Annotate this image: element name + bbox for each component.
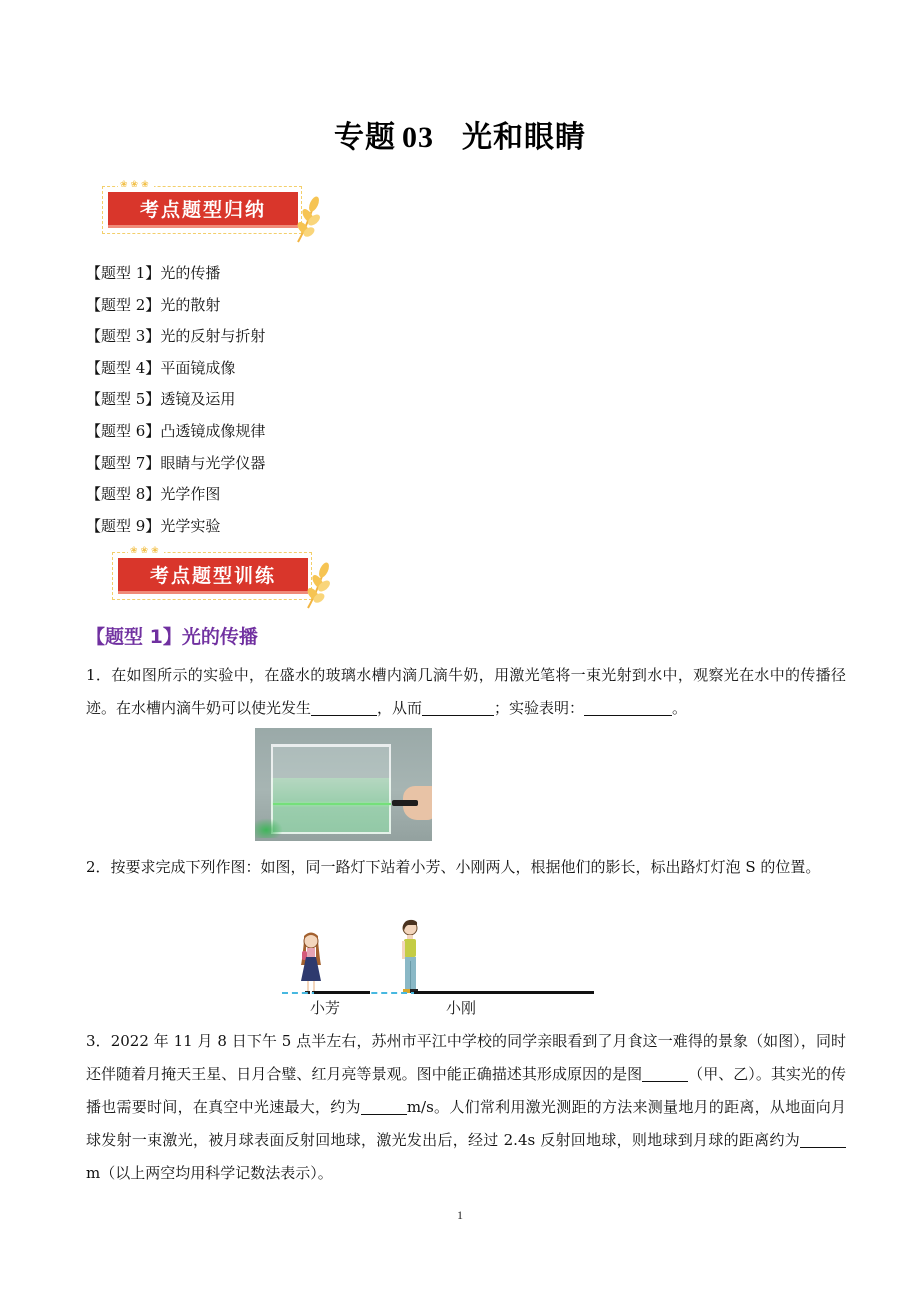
banner-dots-decoration: ❀❀❀ xyxy=(120,180,152,190)
question-text: 2022 年 11 月 8 日下午 5 点半左右，苏州市平江中学校的同学亲眼看到了月食这一难得的景象（如图），同时还伴随着月掩天王星、日月合璧、红月亮等景观。图中能正确描述其形成原因的是图 xyxy=(86,1032,847,1083)
answer-blank[interactable] xyxy=(584,698,672,716)
question-number: 1． xyxy=(86,666,112,684)
topic-tag: 【题型 1】 xyxy=(86,264,161,282)
question-3 xyxy=(86,1025,846,1190)
question-text: m（以上两空均用科学记数法表示）。 xyxy=(86,1164,333,1182)
section-heading: 【题型 1】光的传播 xyxy=(86,626,258,648)
banner-practice-label: 考点题型训练 xyxy=(149,565,276,587)
tank-glass xyxy=(271,744,391,834)
answer-blank[interactable] xyxy=(311,698,377,716)
page-number: 1 xyxy=(457,1208,463,1222)
topic-tag: 【题型 9】 xyxy=(86,516,161,535)
topic-label: 光学作图 xyxy=(160,485,221,504)
question-text: （甲、乙）。其实光的传播也需要时间，在真空中光速最大，约为 xyxy=(86,1065,846,1116)
street-light-figure xyxy=(280,915,600,1020)
girl-label: 小芳 xyxy=(310,999,341,1017)
answer-blank[interactable] xyxy=(361,1097,407,1115)
topic-item xyxy=(86,290,265,322)
question-number: 3． xyxy=(86,1032,111,1050)
topic-tag: 【题型 8】 xyxy=(86,485,161,504)
topic-item xyxy=(86,353,265,385)
topic-item xyxy=(86,384,265,416)
topic-tag: 【题型 3】 xyxy=(86,327,161,346)
topic-item xyxy=(86,321,265,353)
topic-item xyxy=(86,258,265,290)
topic-label: 平面镜成像 xyxy=(160,358,236,377)
boy-figure-icon xyxy=(398,919,422,997)
topic-list xyxy=(86,258,265,542)
question-1 xyxy=(86,659,846,725)
question-text: 。 xyxy=(672,699,688,717)
topic-label: 光学实验 xyxy=(160,516,221,535)
topic-item xyxy=(86,416,265,448)
topic-item xyxy=(86,479,265,511)
title-prefix: 专题 xyxy=(334,120,396,155)
question-2 xyxy=(86,851,846,884)
girl-shadow xyxy=(314,991,370,994)
topic-label: 光的散射 xyxy=(160,295,221,314)
wheat-leaf-icon xyxy=(294,194,324,244)
boy-label: 小刚 xyxy=(446,999,477,1017)
banner-plate xyxy=(118,558,308,594)
answer-blank[interactable] xyxy=(800,1130,846,1148)
question-text: ，从而 xyxy=(377,699,423,717)
laser-spot xyxy=(255,818,283,838)
question-text: 在如图所示的实验中，在盛水的玻璃水槽内滴几滴牛奶，用激光笔将一束光射到水中，观察光在水中的传播径迹。在水槽内滴牛奶可以使光发生 xyxy=(86,666,846,717)
banner-practice xyxy=(108,546,338,608)
topic-label: 光的反射与折射 xyxy=(160,327,266,346)
boy-shadow xyxy=(414,991,594,994)
question-text: 按要求完成下列作图：如图，同一路灯下站着小芳、小刚两人，根据他们的影长，标出路灯灯泡 S 的位置。 xyxy=(110,858,821,876)
laser-pen xyxy=(392,800,418,806)
topic-label: 凸透镜成像规律 xyxy=(160,421,266,440)
banner-summary-label: 考点题型归纳 xyxy=(139,199,266,221)
topic-item xyxy=(86,448,265,480)
topic-label: 眼睛与光学仪器 xyxy=(160,453,266,472)
topic-item xyxy=(86,511,265,543)
topic-tag: 【题型 5】 xyxy=(86,390,161,409)
wheat-leaf-icon xyxy=(304,560,334,610)
banner-plate xyxy=(108,192,298,228)
topic-tag: 【题型 7】 xyxy=(86,453,161,472)
topic-tag: 【题型 2】 xyxy=(86,295,161,314)
topic-label: 光的传播 xyxy=(160,264,221,282)
title-topic: 光和眼睛 xyxy=(462,120,586,155)
title-number: 03 xyxy=(402,121,434,154)
topic-tag: 【题型 6】 xyxy=(86,421,161,440)
topic-tag: 【题型 4】 xyxy=(86,358,161,377)
laser-beam xyxy=(273,803,391,805)
answer-blank[interactable] xyxy=(642,1064,688,1082)
answer-blank[interactable] xyxy=(422,698,494,716)
page-title xyxy=(0,112,920,156)
girl-figure-icon xyxy=(296,931,326,995)
water-tank-laser-photo xyxy=(255,728,432,841)
banner-dots-decoration: ❀❀❀ xyxy=(130,546,162,556)
banner-summary xyxy=(98,180,328,242)
question-text: m/s。人们常利用激光测距的方法来测量地月的距离，从地面向月球发射一束激光，被月球表面反射回地球，激光发出后，经过 2.4s 反射回地球，则地球到月球的距离约为 xyxy=(86,1098,846,1149)
question-text: ；实验表明： xyxy=(494,699,585,717)
topic-label: 透镜及运用 xyxy=(160,390,236,409)
question-number: 2． xyxy=(86,858,111,876)
